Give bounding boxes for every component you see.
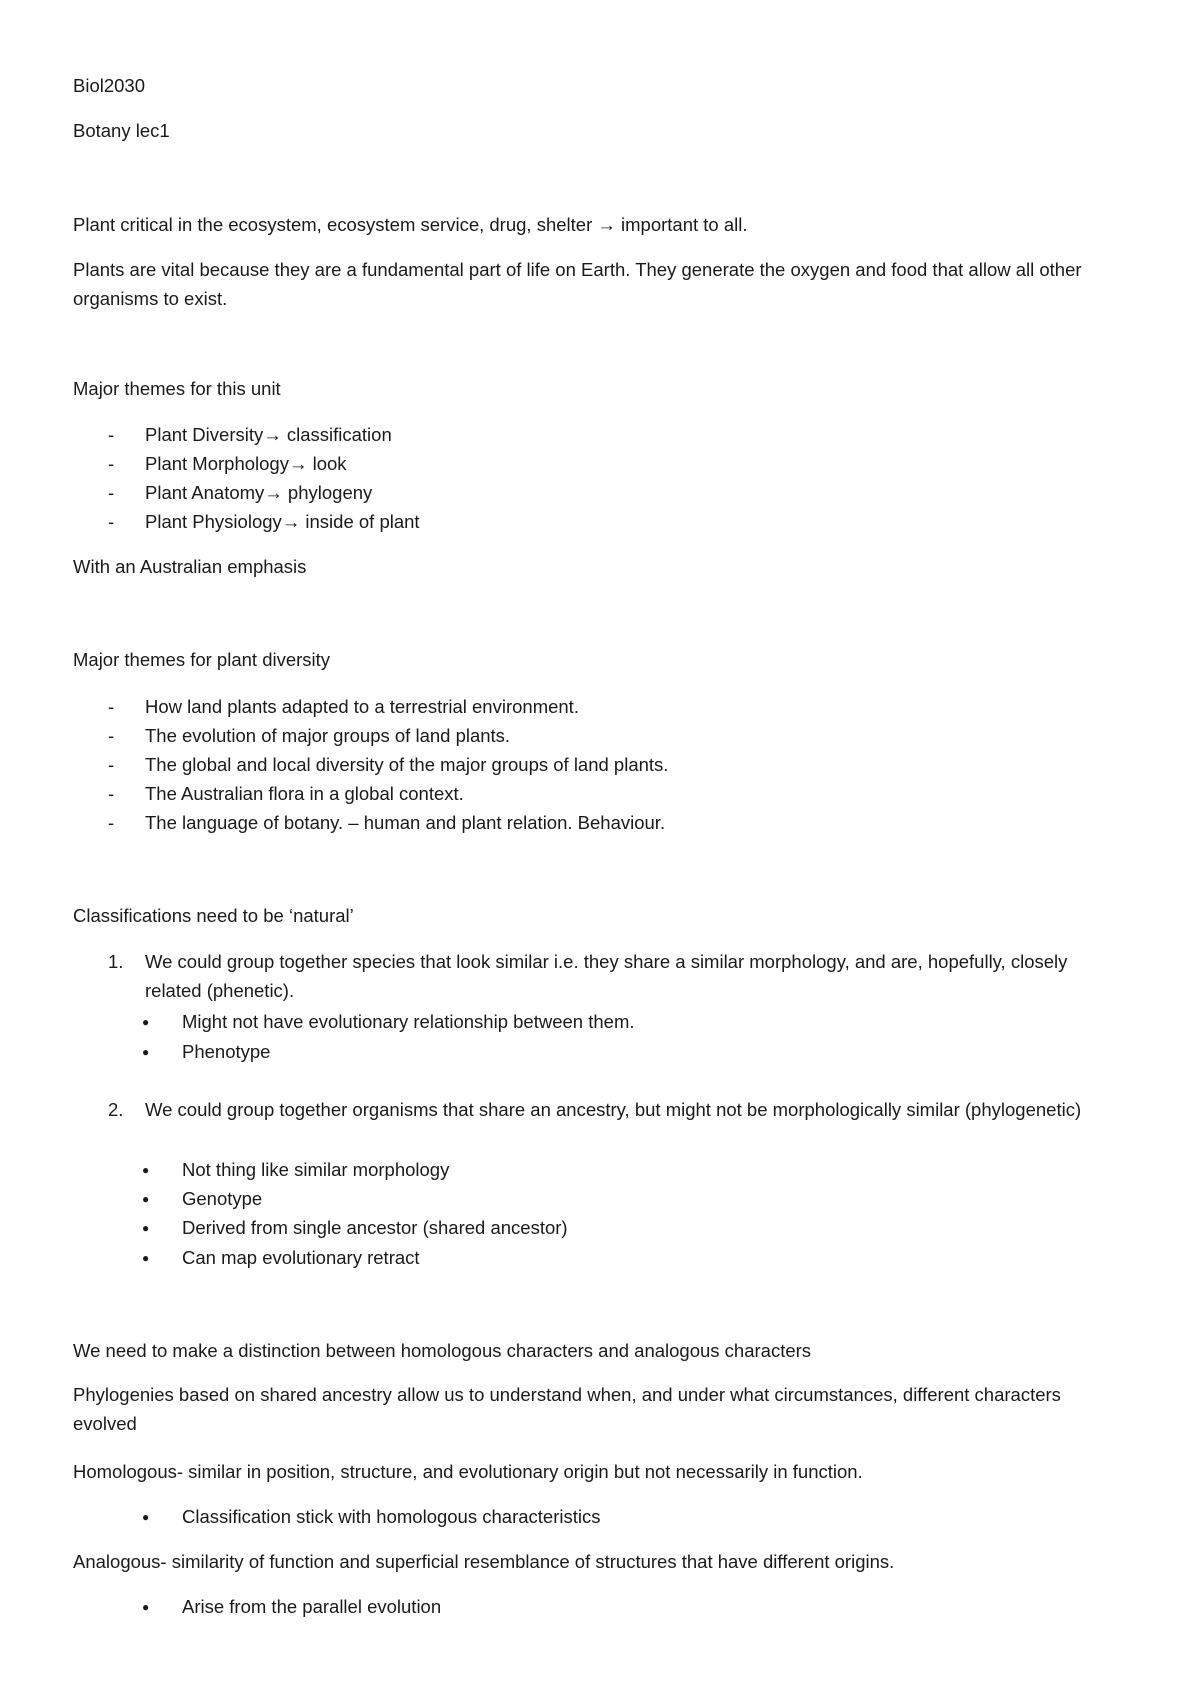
analogous-definition: Analogous- similarity of function and superficial resemblance of structures that have different origins.: [73, 1551, 895, 1572]
list-item: Plant Morphology→ look: [145, 453, 347, 474]
list-item: The evolution of major groups of land plants.: [145, 725, 511, 746]
list-marker: -: [108, 482, 115, 503]
list-number: 1.: [108, 951, 124, 972]
sub-list-item: Not thing like similar morphology: [182, 1159, 450, 1180]
intro-line-2: Plants are vital because they are a fundamental part of life on Earth. They generate the oxygen and food that allow all other organisms to exist.: [73, 259, 1082, 309]
bullet-icon: ●: [142, 1192, 150, 1206]
sub-list-item: Genotype: [182, 1188, 263, 1209]
unit-themes-note: With an Australian emphasis: [73, 556, 307, 577]
list-marker: -: [108, 754, 115, 775]
bullet-icon: ●: [142, 1510, 150, 1524]
distinction-text: We need to make a distinction between homologous characters and analogous characters: [73, 1340, 812, 1361]
list-item: Plant Diversity→ classification: [145, 424, 392, 445]
sub-list-item: Classification stick with homologous characteristics: [182, 1506, 601, 1527]
list-marker: -: [108, 725, 115, 746]
sub-list-item: Phenotype: [182, 1041, 271, 1062]
sub-list-item: Can map evolutionary retract: [182, 1247, 420, 1268]
list-item: How land plants adapted to a terrestrial environment.: [145, 696, 579, 717]
diversity-themes-heading: Major themes for plant diversity: [73, 649, 331, 670]
list-marker: -: [108, 424, 115, 445]
list-marker: -: [108, 511, 115, 532]
list-marker: -: [108, 696, 115, 717]
bullet-icon: ●: [142, 1600, 150, 1614]
list-marker: -: [108, 783, 115, 804]
sub-list-item: Derived from single ancestor (shared ancestor): [182, 1217, 568, 1238]
unit-themes-heading: Major themes for this unit: [73, 378, 281, 399]
list-item: The Australian flora in a global context.: [145, 783, 464, 804]
classifications-heading: Classifications need to be ‘natural’: [73, 905, 354, 926]
list-item: Plant Physiology→ inside of plant: [145, 511, 420, 532]
list-item: The language of botany. – human and plant relation. Behaviour.: [145, 812, 666, 833]
list-marker: -: [108, 812, 115, 833]
list-item: Plant Anatomy→ phylogeny: [145, 482, 373, 503]
numbered-item: We could group together species that look similar i.e. they share a similar morphology, and are, hopefully, closely related (phenetic).: [145, 951, 1068, 1001]
homologous-definition: Homologous- similar in position, structure, and evolutionary origin but not necessarily in function.: [73, 1461, 863, 1482]
bullet-icon: ●: [142, 1015, 150, 1029]
numbered-item: We could group together organisms that share an ancestry, but might not be morphologically similar (phylogenetic): [145, 1099, 1082, 1120]
sub-list-item: Might not have evolutionary relationship between them.: [182, 1011, 635, 1032]
bullet-icon: ●: [142, 1163, 150, 1177]
phylogenies-text: Phylogenies based on shared ancestry allow us to understand when, and under what circumstances, different characters evolved: [73, 1384, 1061, 1434]
sub-list-item: Arise from the parallel evolution: [182, 1596, 442, 1617]
course-code: Biol2030: [73, 75, 146, 96]
lecture-title: Botany lec1: [73, 120, 170, 141]
bullet-icon: ●: [142, 1251, 150, 1265]
bullet-icon: ●: [142, 1221, 150, 1235]
list-marker: -: [108, 453, 115, 474]
list-number: 2.: [108, 1099, 124, 1120]
intro-line-1: Plant critical in the ecosystem, ecosystem service, drug, shelter → important to all.: [73, 214, 748, 235]
list-item: The global and local diversity of the major groups of land plants.: [145, 754, 669, 775]
bullet-icon: ●: [142, 1045, 150, 1059]
